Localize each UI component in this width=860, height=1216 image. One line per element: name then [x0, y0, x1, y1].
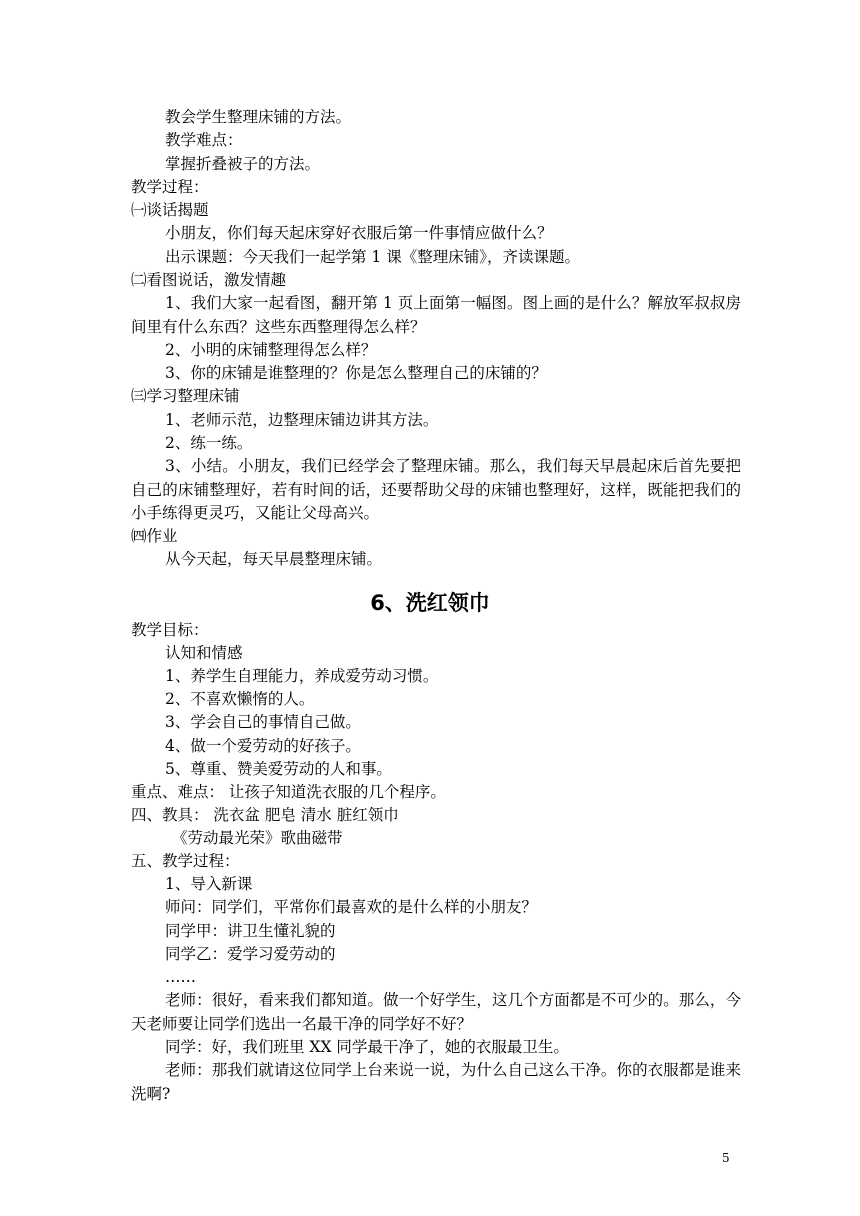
text-line: 2、不喜欢懒惰的人。	[165, 690, 315, 708]
paragraph: 3、小结。小朋友，我们已经学会了整理床铺。那么，我们每天早晨起床后首先要把自己的床铺整理好，若有时间的话，还要帮助父母的床铺也整理好，这样，既能把我们的小手练得更灵巧，又能让父母高兴。	[131, 457, 741, 522]
text-line: 3、学会自己的事情自己做。	[165, 713, 361, 731]
text-line: 5、尊重、赞美爱劳动的人和事。	[165, 760, 392, 778]
text-line: 从今天起，每天早晨整理床铺。	[165, 550, 383, 568]
text-line: 2、小明的床铺整理得怎么样？	[165, 341, 377, 359]
text-line: 重点、难点： 让孩子知道洗衣服的几个程序。	[131, 783, 446, 801]
text-line: 小朋友，你们每天起床穿好衣服后第一件事情应做什么？	[165, 224, 553, 242]
text-line: 四、教具： 洗衣盆 肥皂 清水 脏红领巾	[131, 806, 399, 824]
text-line: 《劳动最光荣》歌曲磁带	[172, 829, 343, 847]
text-line: 同学：好，我们班里 XX 同学最干净了，她的衣服最卫生。	[165, 1038, 569, 1056]
subsection-heading: ㈡看图说话，激发情趣	[131, 271, 287, 289]
section-heading: 五、教学过程：	[131, 852, 240, 870]
subsection-heading: ㈣作业	[131, 527, 178, 545]
subsection-heading: ㈢学习整理床铺	[131, 387, 240, 405]
section-title: 6、洗红领巾	[370, 591, 490, 615]
text-line: 1、养学生自理能力，养成爱劳动习惯。	[165, 667, 439, 685]
section-heading: 教学目标：	[131, 621, 209, 639]
text-line: 出示课题：今天我们一起学第 1 课《整理床铺》，齐读课题。	[165, 248, 580, 266]
text-line: 师问：同学们，平常你们最喜欢的是什么样的小朋友？	[165, 898, 538, 916]
text-line: 掌握折叠被子的方法。	[165, 155, 321, 173]
text-line: 4、做一个爱劳动的好孩子。	[165, 737, 361, 755]
section-heading: 教学过程：	[131, 178, 209, 196]
text-line: 1、老师示范，边整理床铺边讲其方法。	[165, 411, 439, 429]
text-line: ……	[165, 968, 196, 986]
text-line: 同学甲：讲卫生懂礼貌的	[165, 922, 336, 940]
text-line: 1、导入新课	[165, 875, 253, 893]
text-line: 教学难点：	[165, 131, 243, 149]
subsection-heading: ㈠谈话揭题	[131, 201, 209, 219]
text-line: 同学乙：爱学习爱劳动的	[165, 945, 336, 963]
paragraph: 1、我们大家一起看图，翻开第 1 页上面第一幅图。图上画的是什么？解放军叔叔房间里有什么东西？这些东西整理得怎么样？	[131, 294, 741, 336]
paragraph: 老师：那我们就请这位同学上台来说一说，为什么自己这么干净。你的衣服都是谁来洗啊?	[131, 1061, 741, 1103]
page-number: 5	[722, 1151, 730, 1165]
text-line: 认知和情感	[165, 644, 243, 662]
paragraph: 老师：很好，看来我们都知道。做一个好学生，这几个方面都是不可少的。那么，今天老师要让同学们选出一名最干净的同学好不好？	[131, 991, 741, 1033]
text-line: 2、练一练。	[165, 434, 253, 452]
text-line: 3、你的床铺是谁整理的？你是怎么整理自己的床铺的？	[165, 364, 547, 382]
text-line: 教会学生整理床铺的方法。	[165, 108, 352, 126]
